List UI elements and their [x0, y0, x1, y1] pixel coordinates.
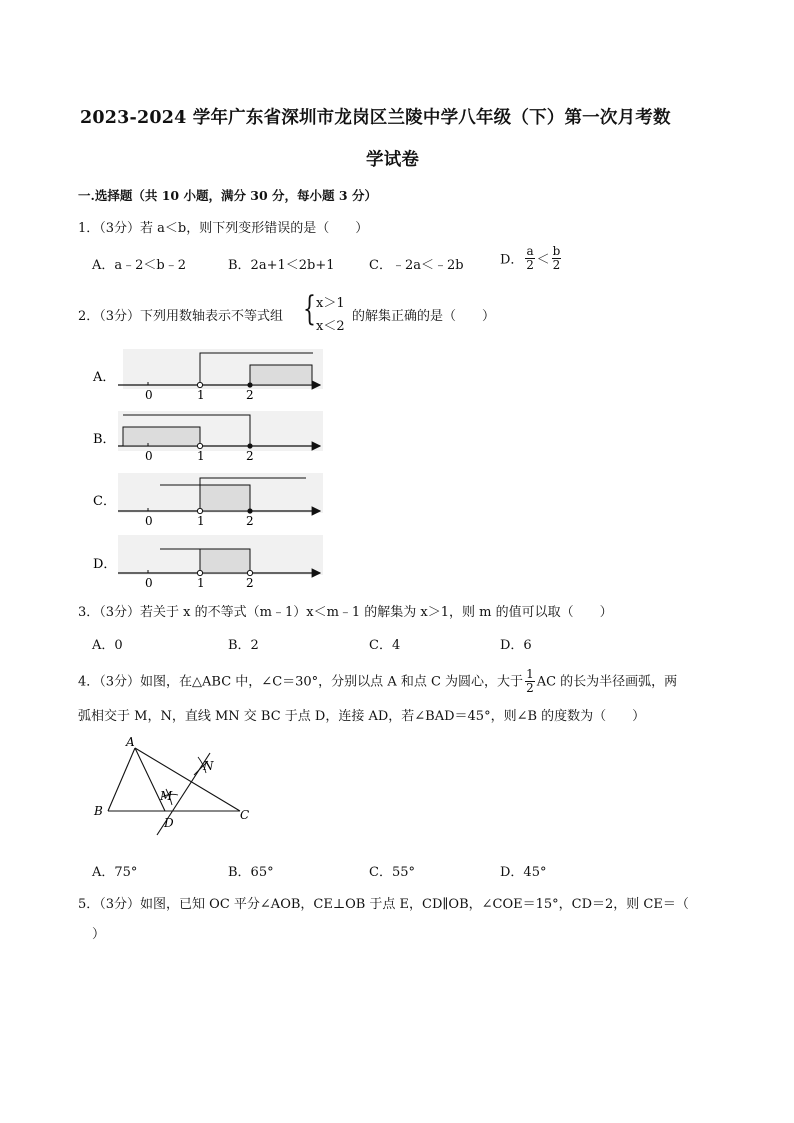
question-3-text: 3．（3分）若关于 x 的不等式（m﹣1）x＜m﹣1 的解集为 x＞1，则 m 的值可以取（ ） — [78, 605, 613, 620]
tick-0: 0 — [145, 388, 153, 402]
q1-option-b: B．2a+1＜2b+1 — [228, 258, 335, 273]
q4-option-a: A．75° — [92, 865, 138, 880]
question-5-line2: ） — [92, 927, 106, 942]
q1-option-d: D． $\frac{a}{2}$ ＜ $\frac{b}{2}$ — [500, 244, 561, 272]
number-line-a — [92, 349, 323, 402]
q1-optd-frac-b: $\frac{b}{2}$ — [552, 244, 561, 272]
question-5-line1: 5．（3分）如图，已知 OC 平分∠AOB，CE⊥OB 于点 E，CD∥OB，∠COE＝15°，CD＝2，则 CE＝（ — [78, 897, 689, 912]
tick-0: 0 — [145, 449, 153, 463]
question-2-prefix: 2．（3分）下列用数轴表示不等式组 — [78, 309, 284, 324]
point-n-label: N — [203, 759, 214, 773]
open-dot-1 — [197, 382, 202, 387]
question-1-text: 1．（3分）若 a＜b，则下列变形错误的是（ ） — [78, 221, 369, 236]
q3-option-d: D．6 — [500, 638, 532, 653]
inequality-line2: x＜2 — [316, 319, 345, 334]
tick-1: 1 — [197, 514, 205, 528]
side-ab — [108, 748, 135, 811]
number-line-b — [93, 411, 323, 463]
number-line-c — [93, 473, 323, 528]
q3-option-a: A．0 — [92, 638, 123, 653]
closed-dot-2 — [247, 382, 252, 387]
q2-number-line-figures — [88, 345, 328, 590]
tick-0: 0 — [145, 514, 153, 528]
tick-2: 2 — [246, 576, 254, 590]
q4-option-b: B．65° — [228, 865, 274, 880]
section-heading: 一.选择题（共 10 小题，满分 30 分，每小题 3 分） — [78, 188, 377, 203]
tick-2: 2 — [246, 449, 254, 463]
q4-option-c: C．55° — [369, 865, 415, 880]
tick-0: 0 — [145, 576, 153, 590]
q1-optd-frac-a: $\frac{a}{2}$ — [526, 244, 534, 272]
tick-1: 1 — [197, 388, 205, 402]
point-c-label: C — [240, 808, 250, 822]
q4-triangle-figure — [90, 735, 265, 840]
question-2-suffix: 的解集正确的是（ ） — [352, 309, 496, 324]
point-d-label: D — [164, 816, 174, 830]
open-dot-1 — [197, 443, 202, 448]
question-4-line1 — [78, 668, 677, 694]
tick-1: 1 — [197, 576, 205, 590]
point-m-label: M — [160, 789, 173, 803]
page-title-line1: 2023-2024 学年广东省深圳市龙岗区兰陵中学八年级（下）第一次月考数 — [80, 108, 671, 128]
q4-fraction-half: $\frac{1}{2}$ — [526, 667, 534, 695]
number-line-d — [93, 535, 323, 590]
page-title-line2: 学试卷 — [366, 150, 420, 170]
inequality-line1: x＞1 — [316, 296, 345, 311]
tick-1: 1 — [197, 449, 205, 463]
point-b-label: B — [94, 804, 103, 818]
q4-line1-pre: 4．（3分）如图，在△ABC 中，∠C＝30°，分别以点 A 和点 C 为圆心，大于 — [78, 674, 524, 690]
point-a-label: A — [126, 735, 135, 749]
q1-option-d-label: D． — [500, 252, 524, 268]
inequality-system-brace: { — [303, 289, 316, 329]
tick-2: 2 — [246, 514, 254, 528]
q3-option-b: B．2 — [228, 638, 259, 653]
question-4-line2: 弧相交于 M，N，直线 MN 交 BC 于点 D，连接 AD，若∠BAD＝45°，则∠B 的度数为（ ） — [78, 709, 646, 724]
open-dot-2 — [247, 570, 252, 575]
q1-option-c: C．﹣2a＜﹣2b — [369, 258, 464, 273]
closed-dot-2 — [247, 508, 252, 513]
label-b: B． — [93, 432, 116, 447]
tick-2: 2 — [246, 388, 254, 402]
label-a: A． — [93, 370, 116, 385]
q4-line1-post: AC 的长为半径画弧，两 — [536, 674, 678, 690]
open-dot-1 — [197, 508, 202, 513]
q1-option-a: A．a﹣2＜b﹣2 — [92, 258, 187, 273]
closed-dot-2 — [247, 443, 252, 448]
q4-option-d: D．45° — [500, 865, 547, 880]
label-d: D． — [93, 557, 117, 572]
open-dot-1 — [197, 570, 202, 575]
side-ac — [135, 748, 240, 811]
label-c: C． — [93, 494, 116, 509]
q3-option-c: C．4 — [369, 638, 401, 653]
